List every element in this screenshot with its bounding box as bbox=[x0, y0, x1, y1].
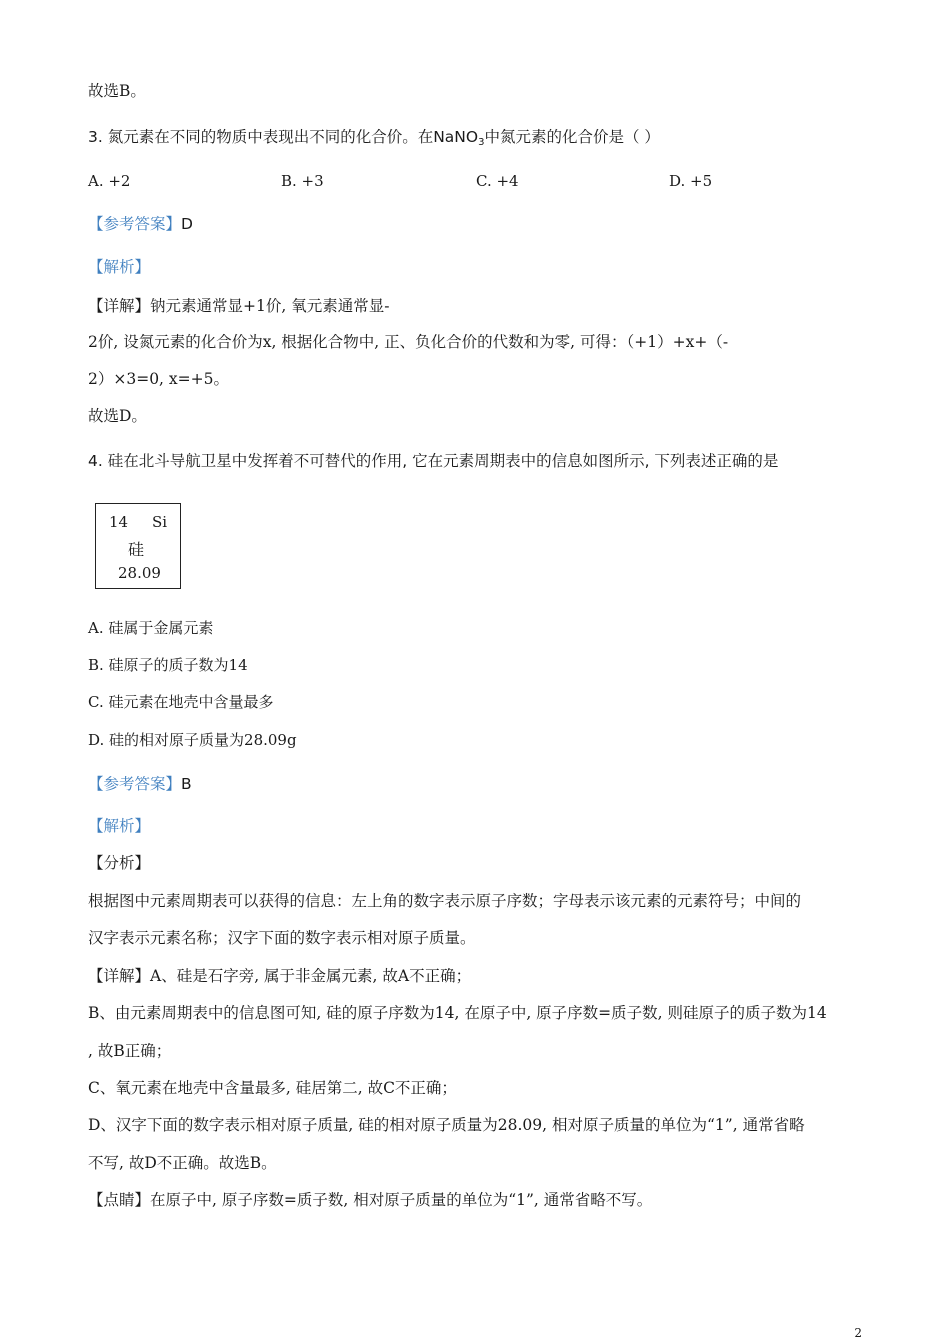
q4-option-b: B. 硅原子的质子数为14 bbox=[88, 656, 248, 674]
q4-detail-a: 【详解】A、硅是石字旁, 属于非金属元素, 故A不正确； bbox=[88, 967, 472, 985]
q4-answer-label: 【参考答案】 bbox=[88, 775, 182, 793]
q3-answer bbox=[88, 214, 193, 234]
page-number: 2 bbox=[854, 1326, 862, 1340]
q3-option-b: B. +3 bbox=[281, 172, 324, 190]
q3-detail-line-2: 2价, 设氮元素的化合价为x, 根据化合物中, 正、负化合价的代数和为零, 可得：（+1）+x+（- bbox=[88, 333, 729, 351]
q3-answer-label: 【参考答案】 bbox=[88, 215, 182, 233]
q4-answer-value: B bbox=[181, 775, 192, 793]
element-name: 硅 bbox=[128, 540, 145, 559]
q3-stem bbox=[88, 127, 660, 153]
q4-detail-b-line-1: B、由元素周期表中的信息图可知, 硅的原子序数为14, 在原子中, 原子序数=质子数, 则硅原子的质子数为14 bbox=[88, 1004, 827, 1022]
q3-option-c: C. +4 bbox=[476, 172, 519, 190]
q4-fenxi-label: 【分析】 bbox=[88, 854, 151, 872]
q4-detail-b-line-2: , 故B正确； bbox=[88, 1042, 172, 1060]
q4-analysis-label: 【解析】 bbox=[88, 817, 151, 835]
element-number: 14 bbox=[109, 513, 129, 531]
q4-detail-d-line-1: D、汉字下面的数字表示相对原子质量, 硅的相对原子质量为28.09, 相对原子质量的单位为“1”, 通常省略 bbox=[88, 1116, 805, 1134]
q4-answer bbox=[88, 774, 192, 794]
q4-fenxi-line-1: 根据图中元素周期表可以获得的信息：左上角的数字表示原子序数；字母表示该元素的元素符号；中间的 bbox=[88, 892, 802, 910]
element-mass: 28.09 bbox=[118, 564, 161, 582]
conclusion-top: 故选B。 bbox=[88, 82, 146, 100]
q4-detail-d-line-2: 不写, 故D不正确。故选B。 bbox=[88, 1154, 277, 1172]
q3-option-a: A. +2 bbox=[88, 172, 131, 190]
q4-stem: 4. 硅在北斗导航卫星中发挥着不可替代的作用, 它在元素周期表中的信息如图所示, 下列表述正确的是 bbox=[88, 452, 779, 470]
q4-option-c: C. 硅元素在地壳中含量最多 bbox=[88, 693, 274, 711]
q3-answer-value: D bbox=[181, 215, 193, 233]
q4-option-d: D. 硅的相对原子质量为28.09g bbox=[88, 731, 297, 749]
q4-dianjing: 【点睛】在原子中, 原子序数=质子数, 相对原子质量的单位为“1”, 通常省略不写。 bbox=[88, 1191, 653, 1209]
q4-option-a: A. 硅属于金属元素 bbox=[88, 619, 214, 637]
q3-detail-line-1: 【详解】钠元素通常显+1价, 氧元素通常显- bbox=[88, 297, 390, 315]
q3-conclusion: 故选D。 bbox=[88, 407, 147, 425]
q3-analysis-label: 【解析】 bbox=[88, 258, 151, 276]
q3-stem-prefix: 3. 氮元素在不同的物质中表现出不同的化合价。在NaNO bbox=[88, 128, 479, 146]
q3-detail-line-3: 2）×3=0, x=+5。 bbox=[88, 370, 229, 388]
q3-option-d: D. +5 bbox=[669, 172, 713, 190]
silicon-element-card bbox=[95, 503, 181, 589]
q4-detail-c: C、氧元素在地壳中含量最多, 硅居第二, 故C不正确； bbox=[88, 1079, 457, 1097]
q3-stem-suffix: 中氮元素的化合价是（ ） bbox=[484, 128, 660, 146]
q3-stem-subscript: 3 bbox=[478, 137, 485, 148]
element-symbol: Si bbox=[152, 513, 168, 531]
q4-fenxi-line-2: 汉字表示元素名称；汉字下面的数字表示相对原子质量。 bbox=[88, 929, 476, 947]
